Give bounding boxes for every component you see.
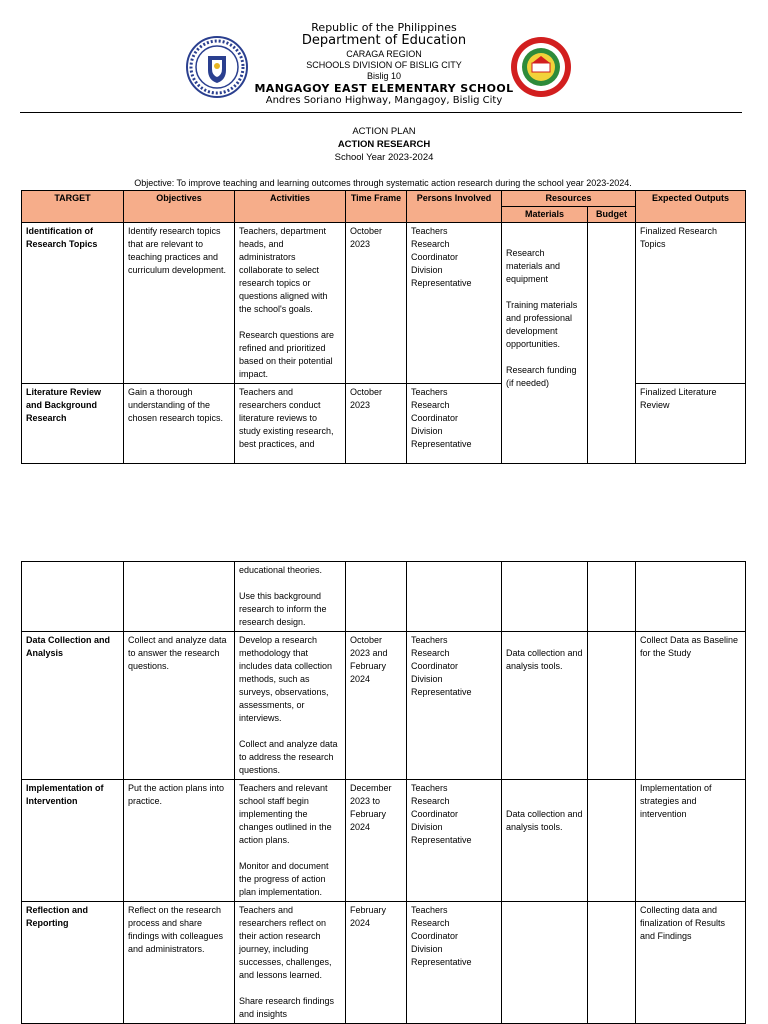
row-outputs: Implementation of strategies and intervention: [636, 780, 746, 902]
row-activities: Teachers and relevant school staff begin implementing the changes outlined in the action plans. Monitor and document the progress of action plan implementation.: [235, 780, 346, 902]
row-objectives: Identify research topics that are relevant to teaching practices and curriculum development.: [124, 223, 235, 384]
row-persons: Teachers Research Coordinator Division Representative: [407, 780, 502, 902]
republic-line: Republic of the Philippines: [311, 21, 457, 34]
school-name: MANGAGOY EAST ELEMENTARY SCHOOL: [254, 82, 514, 95]
row-objectives: Gain a thorough understanding of the chosen research topics.: [124, 384, 235, 464]
region-line: CARAGA REGION: [346, 49, 422, 59]
district-line: Bislig 10: [366, 71, 402, 81]
table-row: [22, 902, 746, 1024]
row-target: Identification of Research Topics: [22, 223, 124, 384]
title-line-2: ACTION RESEARCH: [337, 139, 431, 150]
row-activities: Teachers, department heads, and administrators collaborate to select research topics or questions aligned with the school's goals. Research questions are refined and prioritized based on their potential impact.: [235, 223, 346, 384]
row-materials: Research materials and equipment Training materials and professional development opportunities. Research funding (if needed): [502, 223, 588, 464]
title-line-1: ACTION PLAN: [352, 126, 416, 137]
title-line-3: School Year 2023-2024: [334, 152, 434, 163]
row-target: Reflection and Reporting: [22, 902, 124, 1024]
row-budget: [588, 780, 636, 902]
row-objectives: Put the action plans into practice.: [124, 780, 235, 902]
row-outputs: Finalized Research Topics: [636, 223, 746, 384]
row-budget: [588, 223, 636, 464]
row-persons: Teachers Research Coordinator Division Representative: [407, 632, 502, 780]
table-row: [22, 384, 746, 464]
row-materials: [502, 902, 588, 1024]
header-persons: Persons Involved: [407, 191, 502, 223]
row-persons: Teachers Research Coordinator Division Representative: [407, 384, 502, 464]
header-target: TARGET: [22, 191, 124, 223]
row-outputs: Finalized Literature Review: [636, 384, 746, 464]
row-objectives: Collect and analyze data to answer the research questions.: [124, 632, 235, 780]
row-budget: [588, 902, 636, 1024]
row-persons: Teachers Research Coordinator Division Representative: [407, 223, 502, 384]
header-outputs: Expected Outputs: [636, 191, 746, 223]
school-address: Andres Soriano Highway, Mangagoy, Bislig City: [265, 95, 503, 106]
cont-outputs: [636, 562, 746, 632]
row-materials: Data collection and analysis tools.: [502, 780, 588, 902]
header-time-frame: Time Frame: [346, 191, 407, 223]
row-time-frame: October 2023: [346, 223, 407, 384]
header-objectives: Objectives: [124, 191, 235, 223]
cont-objectives: [124, 562, 235, 632]
row-outputs: Collecting data and finalization of Results and Findings: [636, 902, 746, 1024]
header-activities: Activities: [235, 191, 346, 223]
row-budget: [588, 632, 636, 780]
row-time-frame: February 2024: [346, 902, 407, 1024]
table-row: [22, 223, 746, 384]
table-row: [22, 780, 746, 902]
row-target: Data Collection and Analysis: [22, 632, 124, 780]
letterhead: [0, 22, 768, 106]
header-budget: Budget: [588, 207, 636, 223]
action-plan-table-page1: [21, 190, 746, 464]
cont-activities: educational theories. Use this background research to inform the research design.: [235, 562, 346, 632]
header-materials: Materials: [502, 207, 588, 223]
row-time-frame: December 2023 to February 2024: [346, 780, 407, 902]
row-activities: Teachers and researchers reflect on their action research journey, including successes, challenges, and lessons learned. Share research findings and insights: [235, 902, 346, 1024]
document-title: [0, 125, 768, 164]
cont-time-frame: [346, 562, 407, 632]
row-persons: Teachers Research Coordinator Division Representative: [407, 902, 502, 1024]
row-target: Literature Review and Background Research: [22, 384, 124, 464]
row-time-frame: October 2023: [346, 384, 407, 464]
objective-statement: Objective: To improve teaching and learning outcomes through systematic action research during the school year 2023-2024.: [134, 178, 632, 188]
table-row: [22, 632, 746, 780]
row-time-frame: October 2023 and February 2024: [346, 632, 407, 780]
cont-target: [22, 562, 124, 632]
department-line: Department of Education: [301, 33, 467, 48]
division-line: SCHOOLS DIVISION OF BISLIG CITY: [306, 60, 462, 70]
row-target: Implementation of Intervention: [22, 780, 124, 902]
row-activities: Develop a research methodology that includes data collection methods, such as surveys, observations, assessments, or interviews. Collect and analyze data to address the research questions.: [235, 632, 346, 780]
row-objectives: Reflect on the research process and share findings with colleagues and administrators.: [124, 902, 235, 1024]
row-materials: Data collection and analysis tools.: [502, 632, 588, 780]
header-resources: Resources: [502, 191, 636, 207]
cont-materials: [502, 562, 588, 632]
action-plan-table-page2: [21, 561, 746, 1024]
row-activities: Teachers and researchers conduct literature reviews to study existing research, best practices, and: [235, 384, 346, 464]
header-divider: [20, 112, 742, 113]
cont-budget: [588, 562, 636, 632]
row-outputs: Collect Data as Baseline for the Study: [636, 632, 746, 780]
table-row-continued: [22, 562, 746, 632]
cont-persons: [407, 562, 502, 632]
